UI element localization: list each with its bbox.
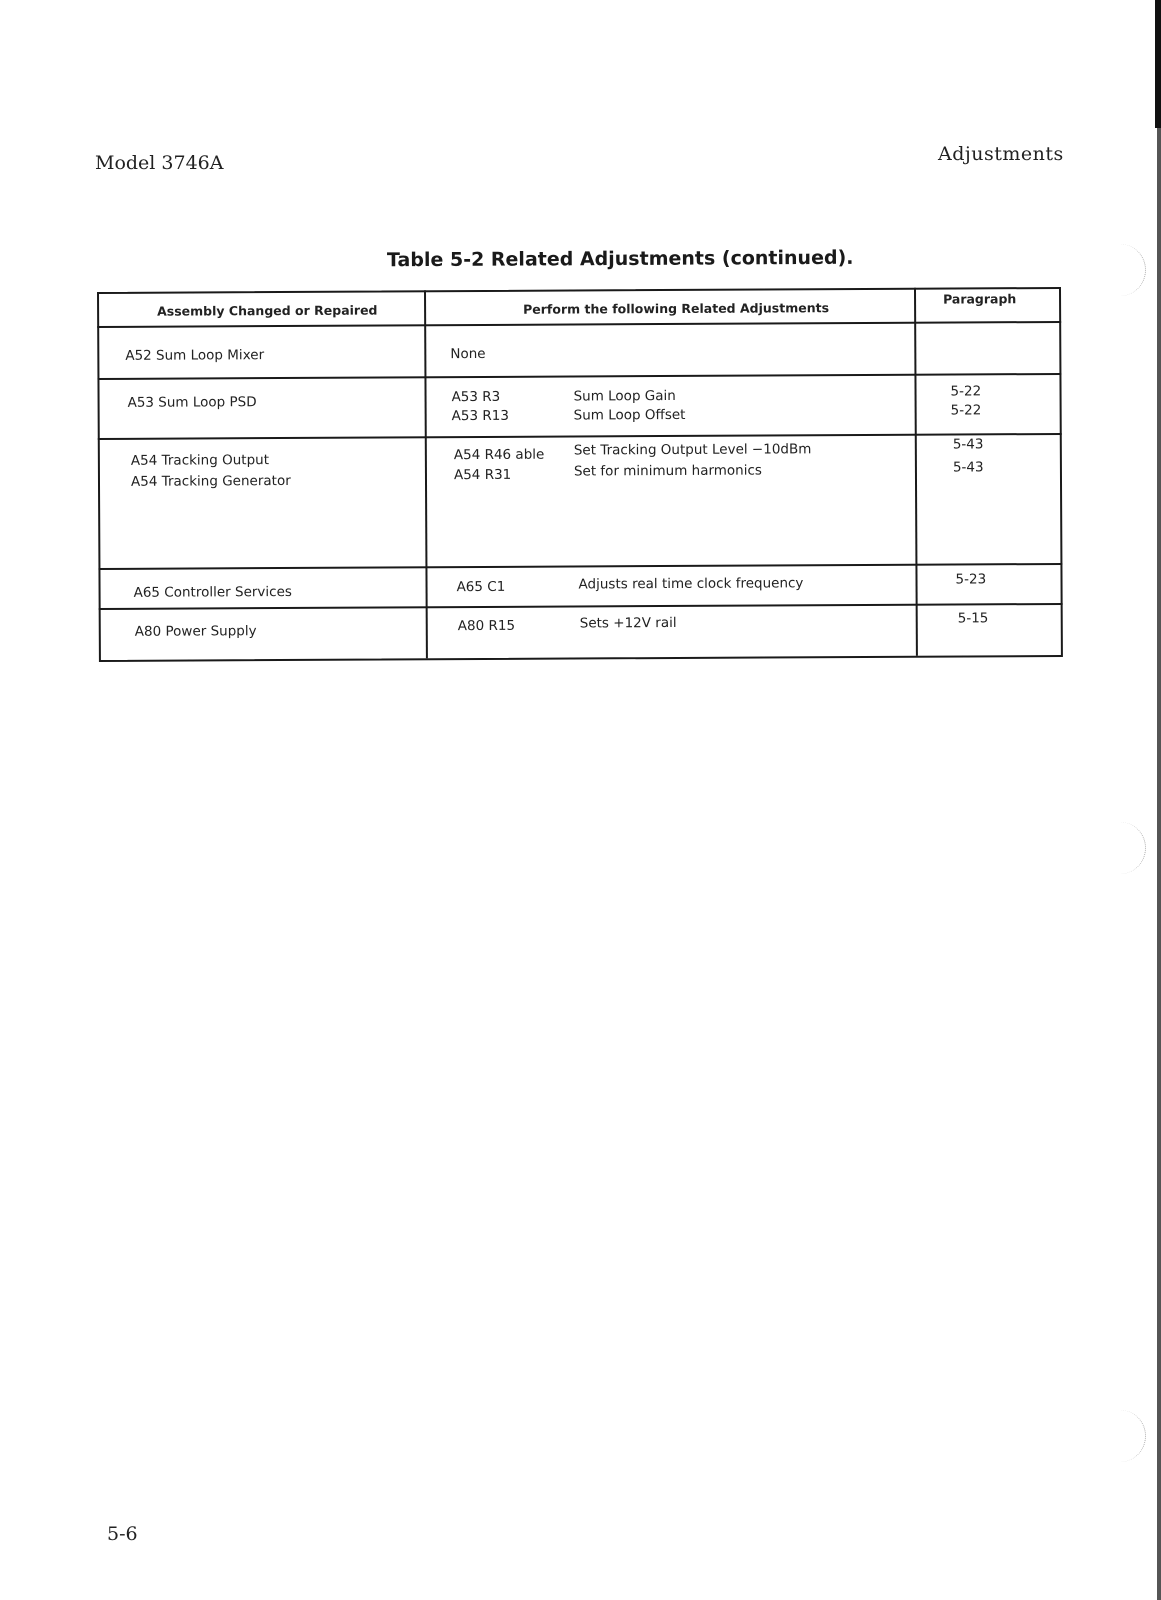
paragraph-cell: 5-22 xyxy=(950,383,982,400)
adjustment-ref: A53 R3 xyxy=(451,388,501,406)
page-edge xyxy=(1157,0,1161,1600)
adjustment-ref: A65 C1 xyxy=(456,578,506,596)
adjustment-desc: Set Tracking Output Level −10dBm xyxy=(573,441,812,459)
punch-hole xyxy=(1105,244,1146,296)
adjustment-desc: Sum Loop Offset xyxy=(573,406,686,424)
related-adjustments-table xyxy=(97,287,1063,662)
assembly-cell: A54 Tracking Generator xyxy=(130,472,291,490)
paragraph-cell: 5-23 xyxy=(955,571,987,588)
adjustment-ref: A54 R46 able xyxy=(453,446,545,464)
assembly-cell: A52 Sum Loop Mixer xyxy=(125,347,265,364)
assembly-cell: A54 Tracking Output xyxy=(130,452,270,469)
adjustment-desc: Sum Loop Gain xyxy=(573,387,676,405)
section-header: Adjustments xyxy=(938,143,1064,165)
adjustment-ref: A80 R15 xyxy=(457,617,516,635)
punch-hole xyxy=(1105,822,1146,874)
assembly-cell: A53 Sum Loop PSD xyxy=(127,394,257,411)
adjustment-ref: A54 R31 xyxy=(453,466,512,484)
column-header-assembly: Assembly Changed or Repaired xyxy=(157,302,378,319)
page-number: 5-6 xyxy=(107,1523,138,1545)
page-edge-shadow xyxy=(1155,0,1161,128)
paragraph-cell: 5-43 xyxy=(952,436,984,453)
adjustment-ref: None xyxy=(450,345,486,363)
model-header: Model 3746A xyxy=(95,152,224,174)
assembly-cell: A65 Controller Services xyxy=(133,583,292,601)
adjustment-desc: Adjusts real time clock frequency xyxy=(578,575,804,593)
assembly-cell: A80 Power Supply xyxy=(134,623,257,640)
column-header-adjustments: Perform the following Related Adjustments xyxy=(523,300,830,317)
paragraph-cell: 5-15 xyxy=(957,610,989,627)
column-header-paragraph: Paragraph xyxy=(943,291,1017,307)
table-title: Table 5-2 Related Adjustments (continued). xyxy=(386,246,854,272)
paragraph-cell: 5-43 xyxy=(952,459,984,476)
adjustment-desc: Sets +12V rail xyxy=(579,614,677,632)
paragraph-cell: 5-22 xyxy=(950,402,982,419)
adjustment-ref: A53 R13 xyxy=(451,407,509,425)
adjustment-desc: Set for minimum harmonics xyxy=(573,462,762,480)
punch-hole xyxy=(1105,1410,1146,1462)
